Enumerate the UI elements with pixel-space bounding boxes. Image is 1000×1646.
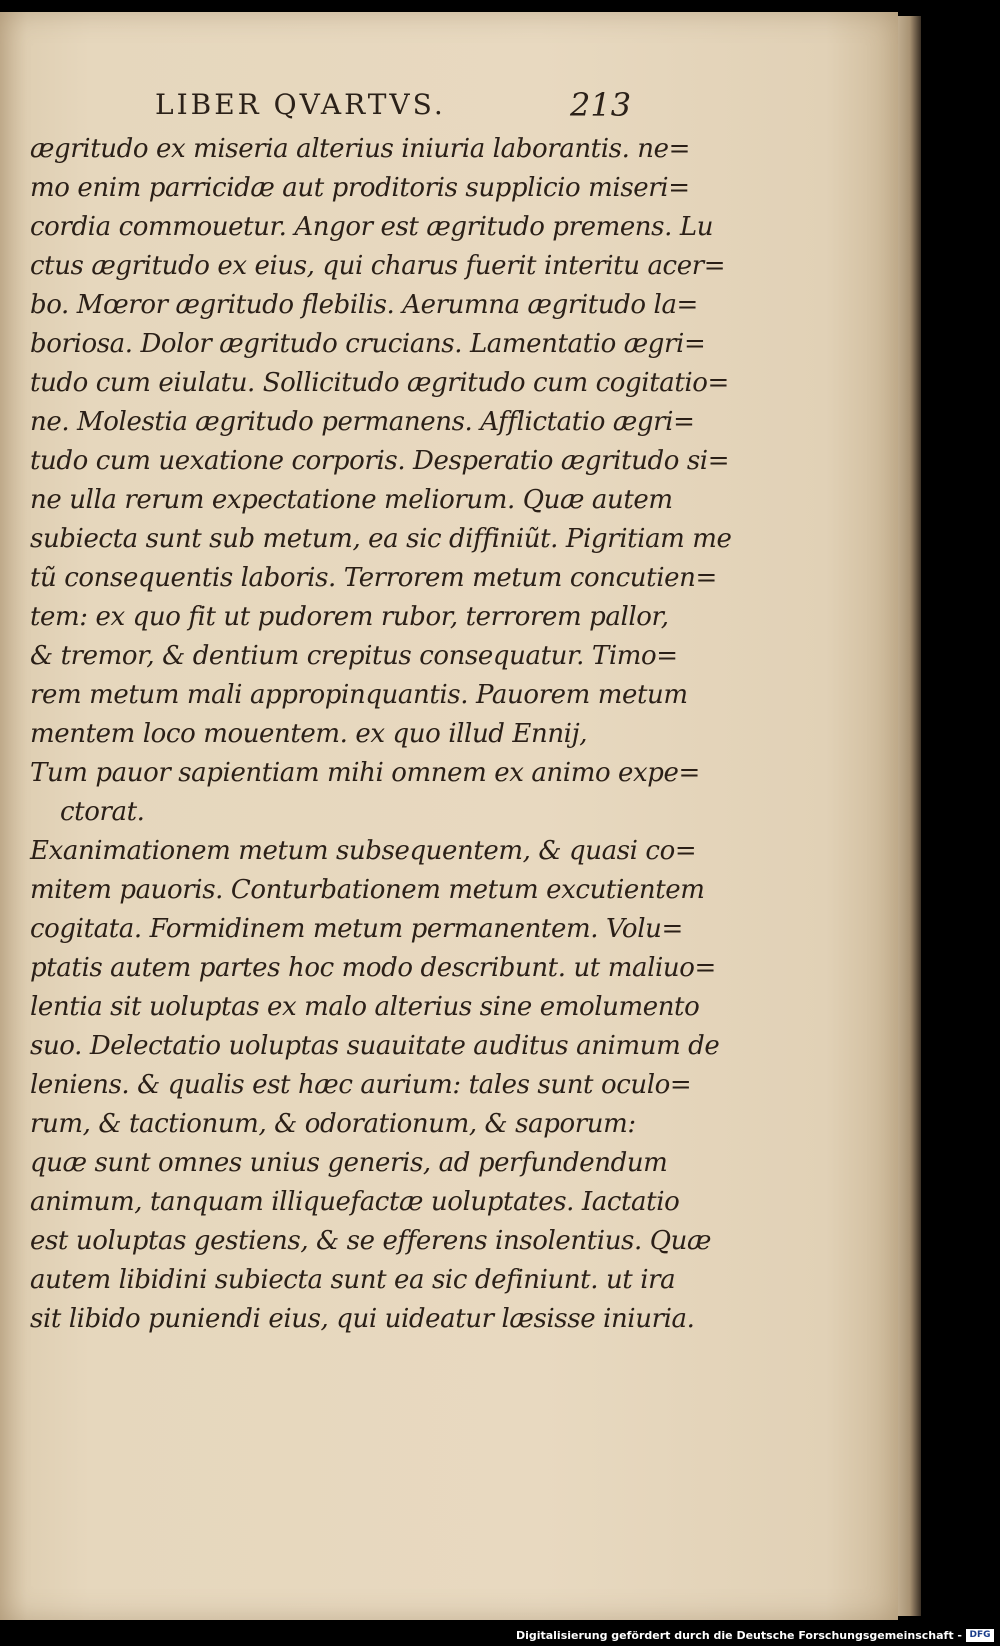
text-line: suo. Delectatio uoluptas suauitate auditus animum de — [30, 1031, 720, 1061]
text-line: ne ulla rerum expectatione meliorum. Quæ autem — [30, 485, 673, 515]
text-line: cordia commouetur. Angor est ægritudo premens. Lu — [30, 212, 714, 242]
text-line: boriosa. Dolor ægritudo crucians. Lamentatio ægri= — [30, 329, 706, 359]
text-line: Exanimationem metum subsequentem, & quasi co= — [30, 836, 697, 866]
text-line: mo enim parricidæ aut proditoris supplicio miseri= — [30, 173, 690, 203]
text-line: tudo cum eiulatu. Sollicitudo ægritudo cum cogitatio= — [30, 368, 729, 398]
text-line: mentem loco mouentem. ex quo illud Ennij, — [30, 719, 588, 749]
text-line: leniens. & qualis est hæc aurium: tales sunt oculo= — [30, 1070, 692, 1100]
dfg-logo: DFG — [966, 1629, 994, 1642]
page-number: 213 — [570, 86, 632, 124]
text-line: rem metum mali appropinquantis. Pauorem metum — [30, 680, 688, 710]
text-line: ægritudo ex miseria alterius iniuria laborantis. ne= — [30, 134, 691, 164]
text-line: mitem pauoris. Conturbationem metum excutientem — [30, 875, 705, 905]
text-line: subiecta sunt sub metum, ea sic diffiniũt. Pigritiam me — [30, 524, 732, 554]
running-head: LIBER QVARTVS. — [155, 88, 446, 121]
text-line: tudo cum uexatione corporis. Desperatio ægritudo si= — [30, 446, 730, 476]
footer-bar — [0, 1626, 1000, 1646]
page-header — [155, 82, 655, 132]
verse-line: Tum pauor sapientiam mihi omnem ex animo expe= — [30, 758, 700, 788]
text-line: lentia sit uoluptas ex malo alterius sine emolumento — [30, 992, 700, 1022]
funding-note: Digitalisierung gefördert durch die Deutsche Forschungsgemeinschaft - — [515, 1629, 962, 1642]
text-line: ne. Molestia ægritudo permanens. Afflictatio ægri= — [30, 407, 695, 437]
body-text — [30, 130, 732, 1339]
text-line: sit libido puniendi eius, qui uideatur læsisse iniuria. — [30, 1304, 695, 1334]
text-line: ctus ægritudo ex eius, qui charus fuerit interitu acer= — [30, 251, 726, 281]
text-line: tem: ex quo fit ut pudorem rubor, terrorem pallor, — [30, 602, 669, 632]
text-line: cogitata. Formidinem metum permanentem. Volu= — [30, 914, 683, 944]
text-line: quæ sunt omnes unius generis, ad perfundendum — [30, 1148, 668, 1178]
text-line: est uoluptas gestiens, & se efferens insolentius. Quæ — [30, 1226, 712, 1256]
text-line: bo. Mœror ægritudo flebilis. Aerumna ægritudo la= — [30, 290, 698, 320]
text-line: animum, tanquam illiquefactæ uoluptates. Iactatio — [30, 1187, 680, 1217]
verse-line-continuation: ctorat. — [60, 797, 145, 827]
book-page — [0, 12, 898, 1620]
text-line: tũ consequentis laboris. Terrorem metum concutien= — [30, 563, 717, 593]
text-line: autem libidini subiecta sunt ea sic definiunt. ut ira — [30, 1265, 676, 1295]
text-line: & tremor, & dentium crepitus consequatur. Timo= — [30, 641, 678, 671]
text-line: ptatis autem partes hoc modo describunt. ut maliuo= — [30, 953, 716, 983]
text-line: rum, & tactionum, & odorationum, & saporum: — [30, 1109, 636, 1139]
